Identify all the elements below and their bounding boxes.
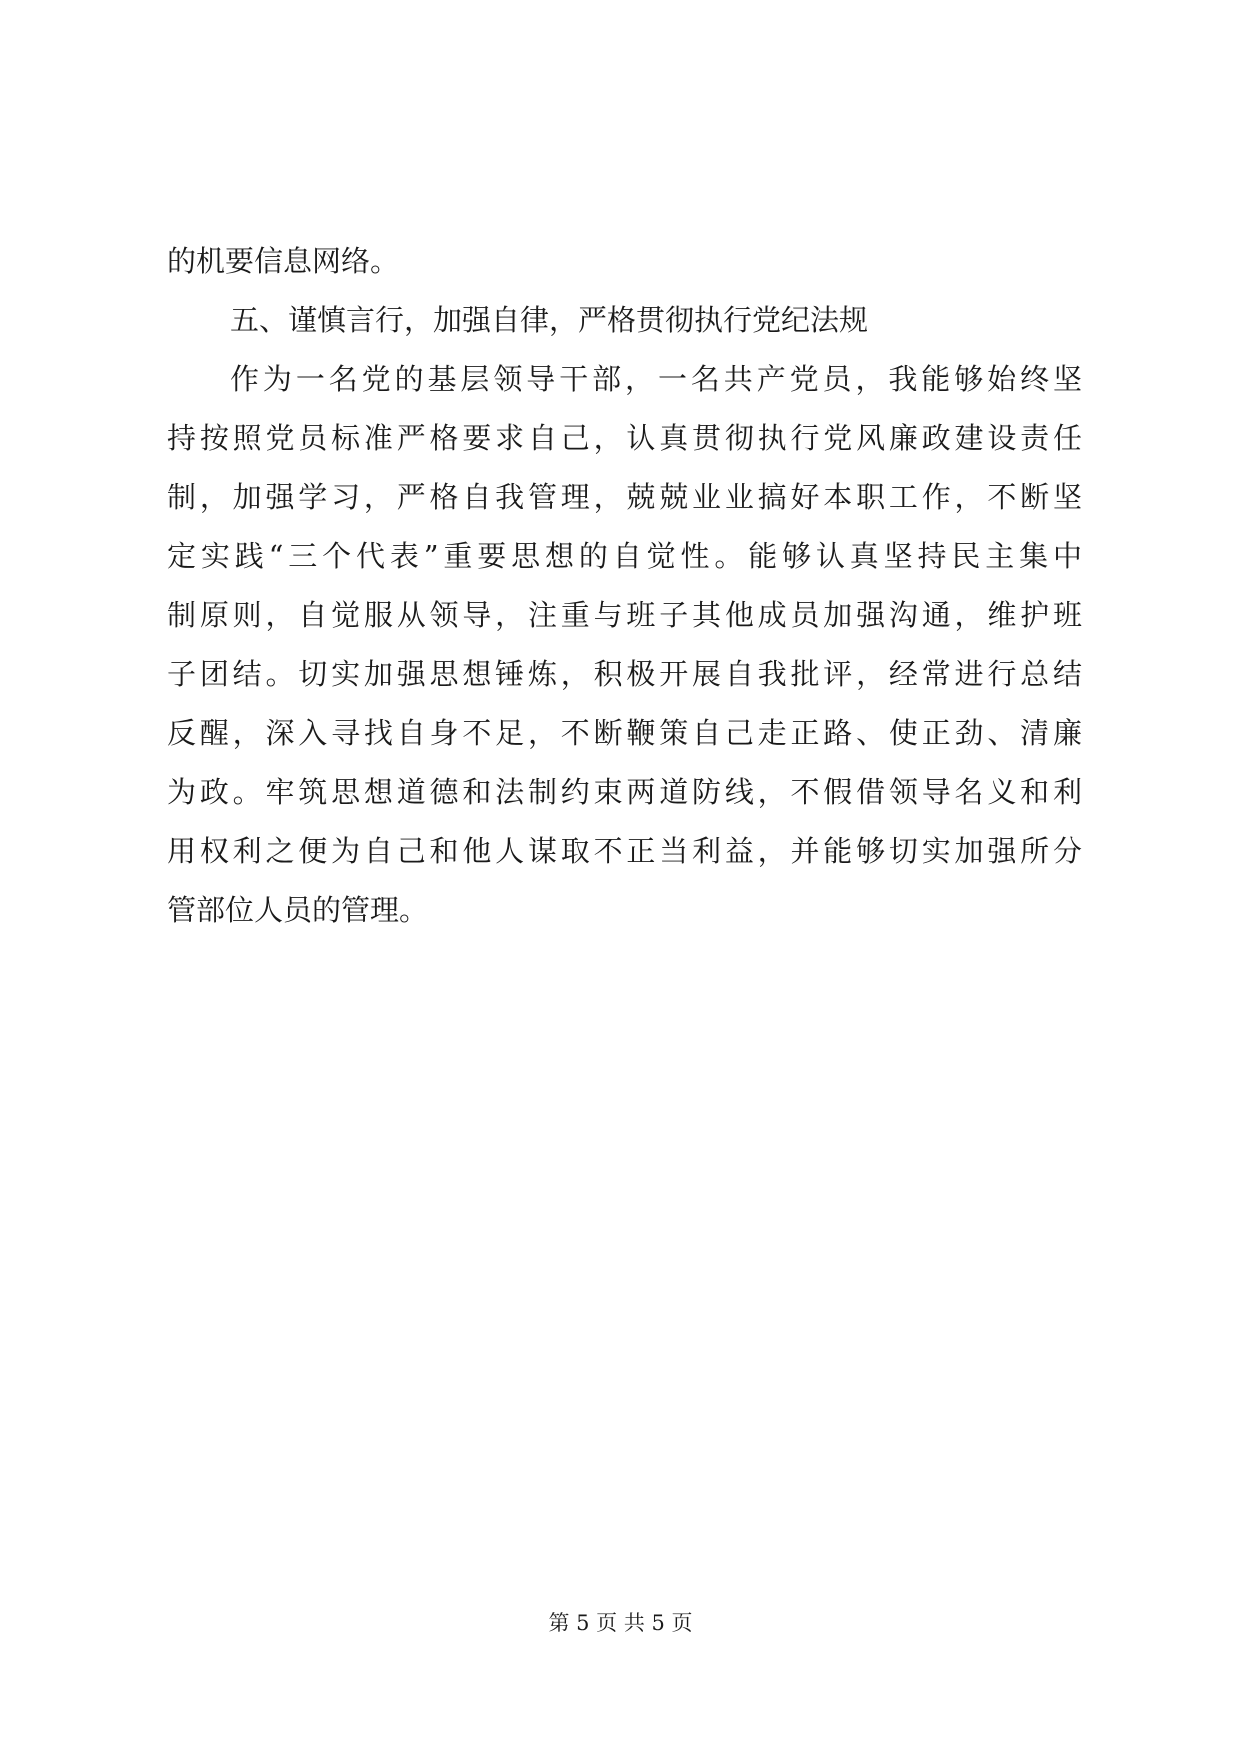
section-heading: 五、谨慎言行，加强自律，严格贯彻执行党纪法规	[230, 303, 869, 337]
paragraph-line: 用权利之便为自己和他人谋取不正当利益，并能够切实加强所分	[167, 834, 1082, 868]
paragraph-line: 子团结。切实加强思想锤炼，积极开展自我批评，经常进行总结	[167, 657, 1082, 691]
paragraph-line: 制，加强学习，严格自我管理，兢兢业业搞好本职工作，不断坚	[167, 480, 1082, 514]
paragraph-line: 制原则，自觉服从领导，注重与班子其他成员加强沟通，维护班	[167, 598, 1082, 632]
paragraph-line: 持按照党员标准严格要求自己，认真贯彻执行党风廉政建设责任	[167, 421, 1082, 455]
paragraph-line: 反醒，深入寻找自身不足，不断鞭策自己走正路、使正劲、清廉	[167, 716, 1082, 750]
paragraph-line: 管部位人员的管理。	[167, 893, 429, 927]
document-body	[167, 232, 1082, 940]
continuation-line: 的机要信息网络。	[167, 244, 400, 278]
paragraph-line: 为政。牢筑思想道德和法制约束两道防线，不假借领导名义和利	[167, 775, 1082, 809]
page-number-footer: 第 5 页 共 5 页	[548, 1611, 693, 1635]
paragraph-line: 作为一名党的基层领导干部，一名共产党员，我能够始终坚	[230, 362, 1082, 396]
paragraph-line: 定实践“三个代表”重要思想的自觉性。能够认真坚持民主集中	[167, 539, 1082, 573]
paragraph	[167, 350, 1082, 940]
